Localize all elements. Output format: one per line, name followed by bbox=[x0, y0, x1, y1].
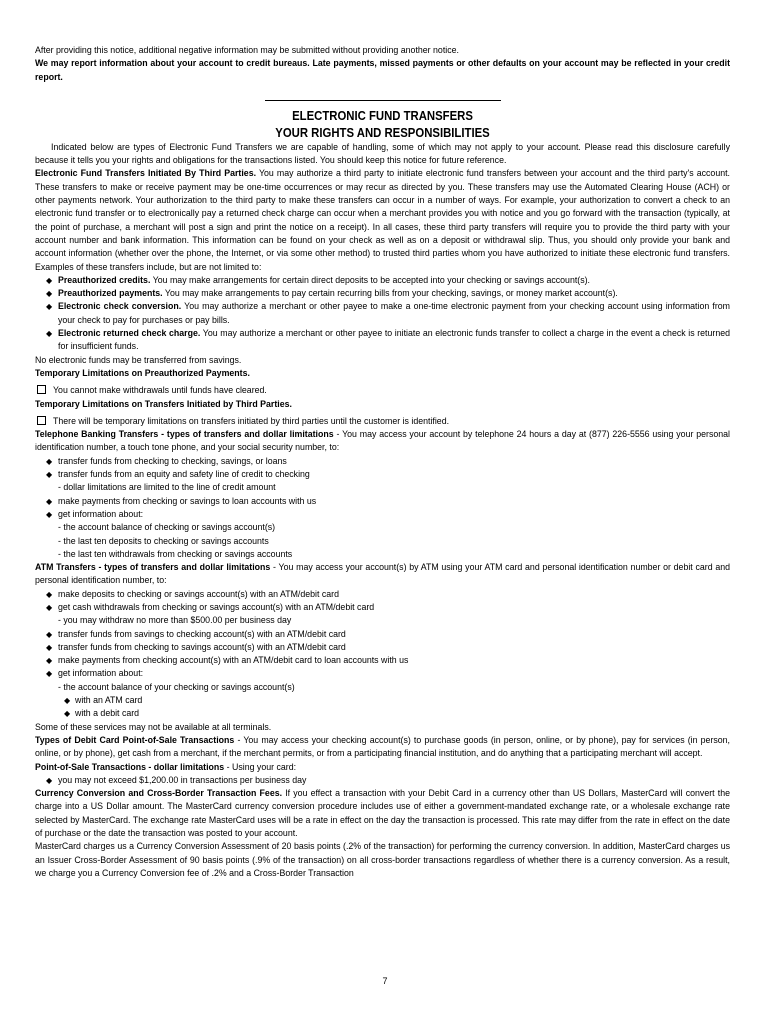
list-item: ◆ get information about: bbox=[35, 667, 730, 680]
third-party-heading: Electronic Fund Transfers Initiated By Third Parties. bbox=[35, 168, 257, 179]
checkbox-icon bbox=[37, 416, 46, 425]
diamond-bullet-icon: ◆ bbox=[64, 709, 71, 719]
currency-paragraph-2: MasterCard charges us a Currency Conversion Assessment of 20 basis points (.2% of the transaction) for performing the currency conversion. In addition, MasterCard charges us an Issuer Cross-Border Assessment of 90 basis points (.9% of the transaction) on all cross-border transactions regardless of whether there is a currency conversion. As a result, we charge you a Currency Conversion fee of .2% and a Cross-Border Transaction bbox=[35, 841, 730, 878]
temp-preauth-heading: Temporary Limitations on Preauthorized Payments. bbox=[35, 367, 250, 378]
credit-report-notice: We may report information about your account to credit bureaus. Late payments, missed payments or other defaults on your account may be reflected in your credit report. bbox=[35, 58, 730, 82]
diamond-bullet-icon: ◆ bbox=[46, 775, 53, 785]
diamond-bullet-icon: ◆ bbox=[46, 470, 53, 480]
list-item: ◆ Electronic check conversion. You may authorize a merchant or other payee to make a one-time electronic payment from your checking account using information from your check to pay for purchases or pay bills. bbox=[46, 301, 730, 325]
diamond-bullet-icon: ◆ bbox=[46, 589, 53, 599]
diamond-bullet-icon: ◆ bbox=[64, 696, 71, 706]
diamond-bullet-icon: ◆ bbox=[46, 629, 53, 639]
document-page bbox=[35, 44, 730, 880]
sub-item: - the account balance of your checking or savings account(s) bbox=[58, 681, 295, 692]
diamond-bullet-icon: ◆ bbox=[46, 456, 53, 466]
list-item: ◆ you may not exceed $1,200.00 in transactions per business day bbox=[35, 774, 730, 787]
list-item: ◆ make payments from checking or savings to loan accounts with us bbox=[35, 495, 730, 508]
list-item: ◆ Electronic returned check charge. You may authorize a merchant or other payee to initiate an electronic funds transfer to collect a charge in the event a check is returned for insufficient funds. bbox=[46, 328, 731, 352]
section-subtitle: YOUR RIGHTS AND RESPONSIBILITIES bbox=[275, 124, 490, 140]
diamond-bullet-icon: ◆ bbox=[46, 656, 53, 666]
telephone-paragraph: Telephone Banking Transfers - types of transfers and dollar limitations - You may access your account by telephone 24 hours a day at (877) 226-5556 using your personal identification number, a touch tone phone, and your social security number, to: bbox=[35, 429, 730, 453]
sub-item: - the last ten withdrawals from checking or savings accounts bbox=[58, 548, 293, 559]
third-party-paragraph: Electronic Fund Transfers Initiated By Third Parties. You may authorize a third party to initiate electronic fund transfers between your account and the third party's account. These transfers to make or receive payment may be one-time occurrences or may recur as directed by you. These transfers may use the Automated Clearing House (ACH) or other payments network. Your authorization to the third party to make these transfers can occur in a number of ways. For example, your authorization to convert a check to an electronic fund transfer or to electronically pay a returned check charge can occur when a merchant provides you with notice and you go forward with the transaction (typically, at the point of purchase, a merchant will post a sign and print the notice on a receipt). In all cases, these third party transfers will require you to provide the third party with your account number and bank information. This information can be found on your check as well as on a deposit or withdrawal slip. Thus, you should only provide your bank and account information (whether over the phone, the Internet, or via some other method) to trusted third parties whom you have authorized to initiate these electronic fund transfers. Examples of these transfers include, but are not limited to: bbox=[35, 168, 730, 272]
diamond-bullet-icon: ◆ bbox=[46, 289, 53, 299]
section-divider bbox=[265, 100, 501, 101]
list-item: ◆ transfer funds from an equity and safety line of credit to checking bbox=[35, 468, 730, 481]
list-item: ◆ make payments from checking account(s) with an ATM/debit card to loan accounts with us bbox=[35, 654, 730, 667]
pos-types-paragraph: Types of Debit Card Point-of-Sale Transactions - You may access your checking account(s) to purchase goods (in person, online, or by phone), pay for services (in person, online, or by phone), get cash from a merchant, if the merchant permits, or from a participating financial institution, and do anything that a participating merchant will accept. bbox=[35, 734, 730, 759]
list-item: ◆ transfer funds from savings to checking account(s) with an ATM/debit card bbox=[35, 628, 730, 641]
sub-item: - the last ten deposits to checking or savings accounts bbox=[58, 535, 269, 546]
sub-item: - the account balance of checking or savings account(s) bbox=[58, 522, 276, 533]
diamond-bullet-icon: ◆ bbox=[46, 329, 53, 339]
list-item: ◆ transfer funds from checking to savings account(s) with an ATM/debit card bbox=[35, 641, 730, 654]
list-item: ◆ make deposits to checking or savings account(s) with an ATM/debit card bbox=[35, 588, 730, 601]
sub-sub-item: ◆ with a debit card bbox=[35, 707, 730, 720]
currency-heading: Currency Conversion and Cross-Border Transaction Fees. bbox=[35, 788, 283, 799]
currency-paragraph: Currency Conversion and Cross-Border Transaction Fees. If you effect a transaction with your Debit Card in a currency other than US Dollars, MasterCard will convert the charge into a US Dollar amount. The MasterCard currency conversion procedure includes use of either a government-mandated exchange rate, or a wholesale exchange rate selected by MasterCard. The exchange rate MasterCard uses will be a rate in effect on the day the transaction is processed. This rate may differ from the rate in effect on the date of purchase or the date the transaction was posted to your account. bbox=[35, 788, 730, 839]
diamond-bullet-icon: ◆ bbox=[46, 602, 53, 612]
diamond-bullet-icon: ◆ bbox=[46, 669, 53, 679]
checkbox-item: There will be temporary limitations on transfers initiated by third parties until the customer is identified. bbox=[35, 415, 730, 428]
temp-third-heading: Temporary Limitations on Transfers Initiated by Third Parties. bbox=[35, 398, 292, 409]
pos-limits-paragraph: Point-of-Sale Transactions - dollar limitations - Using your card: bbox=[35, 761, 297, 772]
sub-sub-item: ◆ with an ATM card bbox=[35, 694, 730, 707]
atm-paragraph: ATM Transfers - types of transfers and dollar limitations - You may access your account(s) by ATM using your ATM card and personal identification number or debit card and personal identification number, to: bbox=[35, 562, 730, 586]
list-item: ◆ Preauthorized credits. You may make arrangements for certain direct deposits to be accepted into your checking or savings account(s). bbox=[35, 274, 730, 287]
pos-types-heading: Types of Debit Card Point-of-Sale Transactions bbox=[35, 734, 235, 745]
diamond-bullet-icon: ◆ bbox=[46, 302, 53, 312]
atm-heading: ATM Transfers - types of transfers and dollar limitations bbox=[35, 562, 271, 573]
sub-item: - you may withdraw no more than $500.00 per business day bbox=[58, 615, 292, 626]
list-item: ◆ Preauthorized payments. You may make arrangements to pay certain recurring bills from your checking, savings, or money market account(s). bbox=[35, 287, 730, 300]
diamond-bullet-icon: ◆ bbox=[46, 509, 53, 519]
list-item: ◆ transfer funds from checking to checking, savings, or loans bbox=[35, 455, 730, 468]
sub-item: - dollar limitations are limited to the line of credit amount bbox=[58, 482, 276, 493]
diamond-bullet-icon: ◆ bbox=[46, 642, 53, 652]
diamond-bullet-icon: ◆ bbox=[46, 275, 53, 285]
telephone-heading: Telephone Banking Transfers - types of transfers and dollar limitations bbox=[35, 429, 334, 440]
checkbox-icon bbox=[37, 385, 46, 394]
section-title: ELECTRONIC FUND TRANSFERS bbox=[292, 107, 473, 123]
list-item: ◆ get information about: bbox=[35, 508, 730, 521]
checkbox-item: You cannot make withdrawals until funds have cleared. bbox=[35, 384, 730, 397]
intro-line: After providing this notice, additional negative information may be submitted without providing another notice. bbox=[35, 45, 459, 55]
list-item: ◆ get cash withdrawals from checking or savings account(s) with an ATM/debit card bbox=[35, 601, 730, 614]
no-savings-note: No electronic funds may be transferred from savings. bbox=[35, 354, 242, 365]
page-number: 7 bbox=[382, 976, 388, 986]
diamond-bullet-icon: ◆ bbox=[46, 496, 53, 506]
pos-limits-heading: Point-of-Sale Transactions - dollar limitations bbox=[35, 761, 225, 772]
lead-paragraph: Indicated below are types of Electronic Fund Transfers we are capable of handling, some of which may not apply to your account. Please read this disclosure carefully because it tells you your rights and obligations for the transactions listed. You should keep this notice for future reference. bbox=[35, 141, 730, 166]
atm-note: Some of these services may not be available at all terminals. bbox=[35, 721, 272, 732]
